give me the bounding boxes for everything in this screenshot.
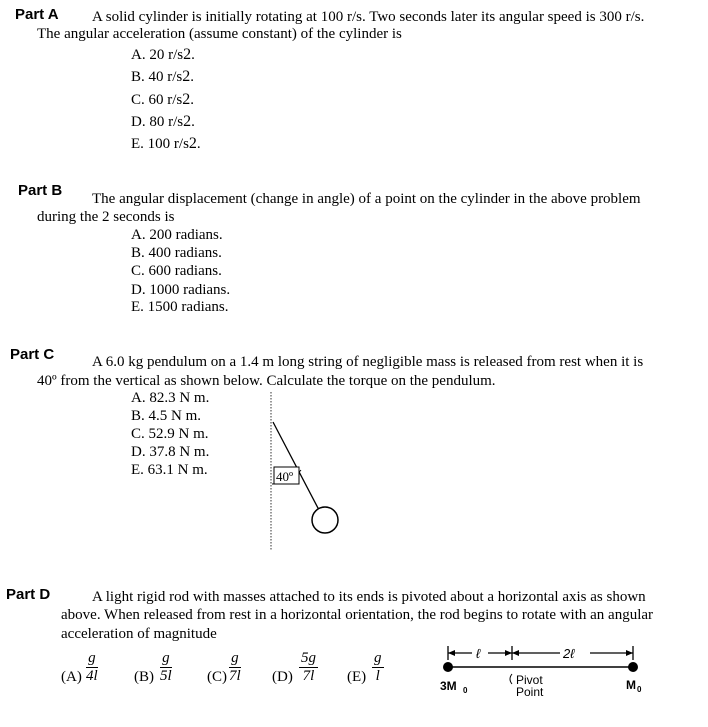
- part-b-choice-b: B. 400 radians.: [131, 245, 222, 261]
- arrow-left-end: [448, 650, 455, 656]
- part-d-question-line2: above. When released from rest in a horizontal orientation, the rod begins to rotate with an angular: [61, 607, 654, 623]
- part-b-label: Part B: [18, 182, 63, 199]
- part-b-choice-a: A. 200 radians.: [131, 227, 223, 243]
- arrow-right-end: [626, 650, 633, 656]
- part-d-option-b-denominator: 5l: [160, 668, 172, 684]
- part-d-option-d-numerator: 5g: [301, 650, 316, 666]
- part-c-choice-d: D. 37.8 N m.: [131, 444, 210, 460]
- part-a-choice-text: C. 60 r/s: [131, 92, 183, 108]
- pivot-label-1: Pivot: [516, 673, 543, 687]
- right-length-label: 2ℓ: [563, 646, 575, 661]
- part-d-option-e-denominator: l: [375, 668, 380, 684]
- arrow-mid-left: [505, 650, 512, 656]
- right-mass-label: M: [626, 678, 636, 692]
- left-mass: [443, 662, 453, 672]
- part-d-option-c-label: (C): [207, 669, 227, 685]
- part-a-choice-period: .: [196, 136, 201, 152]
- part-d-option-a-numerator: g: [86, 650, 98, 668]
- part-a-choice-text: A. 20 r/s: [131, 47, 184, 63]
- left-mass-subscript: 0: [463, 686, 468, 695]
- part-a-choice-exponent: 2: [182, 68, 191, 85]
- part-d-option-e-numerator: g: [374, 650, 382, 666]
- part-d-option-e-label: (E): [347, 669, 367, 685]
- part-a-choice-text: E. 100 r/s: [131, 136, 189, 152]
- part-a-question-line1: A solid cylinder is initially rotating at 100 r/s. Two seconds later its angular speed is 300 r/s.: [92, 9, 645, 25]
- part-a-choice-exponent: 2: [188, 135, 197, 152]
- part-d-question-line3: acceleration of magnitude: [61, 626, 217, 642]
- part-c-question-line2: 40º from the vertical as shown below. Calculate the torque on the pendulum.: [37, 373, 496, 389]
- part-b-choice-c: C. 600 radians.: [131, 263, 222, 279]
- part-a-choice-period: .: [190, 92, 195, 108]
- part-a-choice-text: B. 40 r/s: [131, 69, 183, 85]
- part-a-choice-text: D. 80 r/s: [131, 114, 184, 130]
- left-length-label: ℓ: [476, 646, 481, 661]
- angle-label: 40º: [276, 469, 294, 484]
- part-a-choice-period: .: [191, 114, 195, 130]
- part-a-choice-period: .: [190, 69, 195, 85]
- part-a-choice-exponent: 2: [183, 46, 192, 63]
- part-d-option-b-numerator: g: [160, 650, 172, 668]
- part-d-label: Part D: [6, 586, 51, 603]
- part-d-option-d-label: (D): [272, 669, 293, 685]
- part-a-choice-period: .: [191, 47, 195, 63]
- part-d-option-a-denominator: 4l: [86, 668, 98, 684]
- part-b-choice-d: D. 1000 radians.: [131, 282, 231, 298]
- part-d-option-c-denominator: 7l: [229, 668, 241, 684]
- part-c-choice-c: C. 52.9 N m.: [131, 426, 209, 442]
- part-a-choice-exponent: 2: [183, 113, 192, 130]
- part-d-question-line1: A light rigid rod with masses attached to its ends is pivoted about a horizontal axis as shown: [92, 589, 646, 605]
- part-a-question-line2: The angular acceleration (assume constant) of the cylinder is: [37, 26, 402, 42]
- part-c-choice-e: E. 63.1 N m.: [131, 462, 208, 478]
- part-d-option-b-label: (B): [134, 669, 154, 685]
- part-a-label: Part A: [15, 6, 59, 23]
- left-mass-label: 3M: [440, 679, 457, 693]
- pivot-label-2: Point: [516, 685, 544, 699]
- part-b-choice-e: E. 1500 radians.: [131, 299, 229, 315]
- right-mass: [628, 662, 638, 672]
- part-c-question-line1: A 6.0 kg pendulum on a 1.4 m long string of negligible mass is released from rest when it is: [92, 354, 644, 370]
- right-mass-subscript: 0: [637, 685, 642, 694]
- part-d-option-a-label: (A): [61, 669, 82, 685]
- part-c-choice-b: B. 4.5 N m.: [131, 408, 202, 424]
- part-c-choice-a: A. 82.3 N m.: [131, 390, 210, 406]
- part-d-option-c-numerator: g: [229, 650, 241, 668]
- part-d-option-d-denominator: 7l: [302, 668, 315, 684]
- part-a-choice-exponent: 2: [182, 91, 191, 108]
- part-c-label: Part C: [10, 346, 55, 363]
- part-b-question-line2: during the 2 seconds is: [37, 209, 175, 225]
- pivot-pointer: [510, 674, 512, 684]
- part-b-question-line1: The angular displacement (change in angle) of a point on the cylinder in the above problem: [92, 191, 641, 207]
- arrow-mid-right: [512, 650, 519, 656]
